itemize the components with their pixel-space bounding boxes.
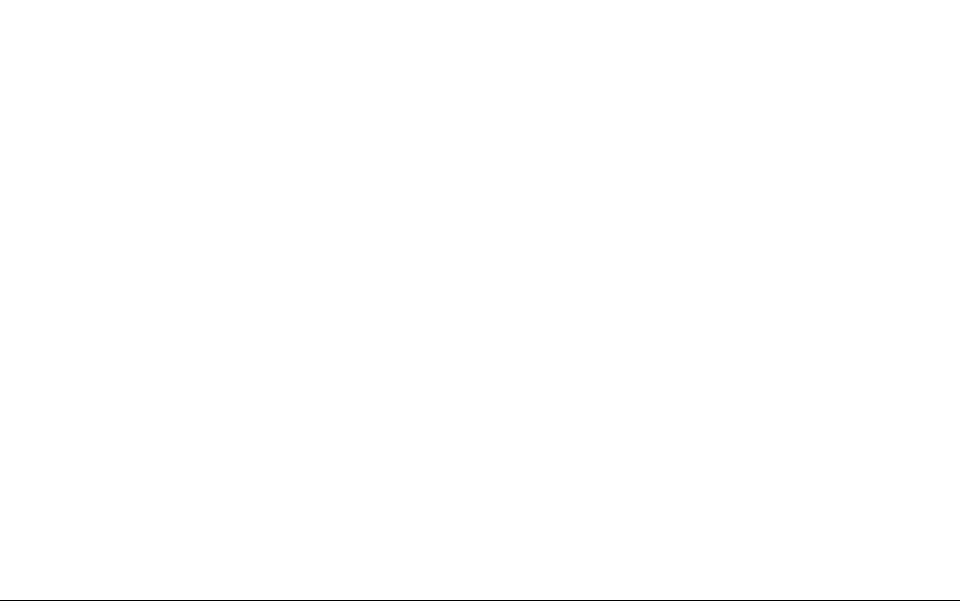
footer-divider [0,600,960,601]
